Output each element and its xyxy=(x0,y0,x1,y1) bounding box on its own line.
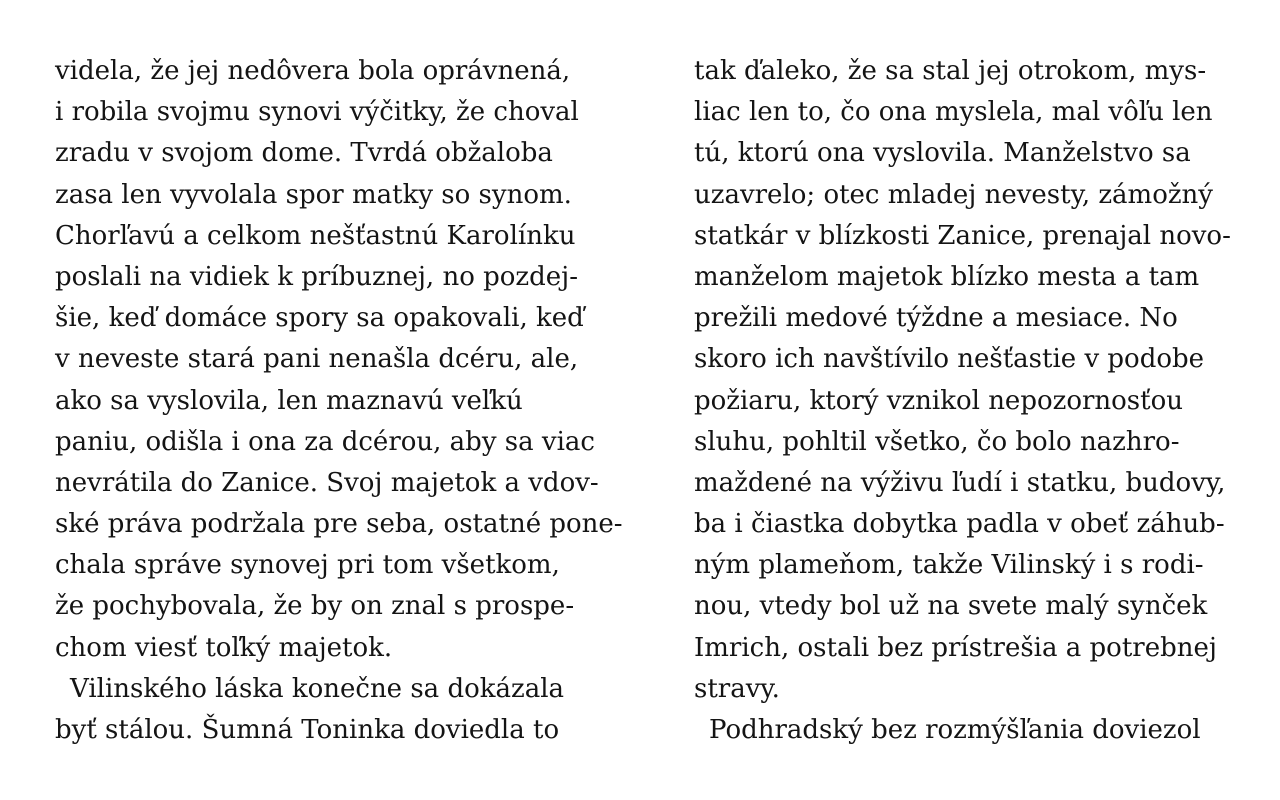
text-line: tú, ktorú ona vyslovila. Manželstvo sa xyxy=(694,138,1191,169)
text-line: požiaru, ktorý vznikol nepozornosťou xyxy=(694,385,1183,416)
text-line: prežili medové týždne a mesiace. No xyxy=(694,303,1178,334)
text-line: tak ďaleko, že sa stal jej otrokom, mys- xyxy=(694,56,1207,86)
text-line: byť stálou. Šumná Toninka doviedla to xyxy=(55,715,560,745)
paragraph-start-line: Vilinského láska konečne sa dokázala xyxy=(70,673,565,704)
text-line: ské práva podržala pre seba, ostatné pone- xyxy=(55,509,623,540)
text-line: liac len to, čo ona myslela, mal vôľu len xyxy=(694,97,1213,128)
text-line: ako sa vyslovila, len maznavú veľkú xyxy=(55,385,523,416)
text-line: sluhu, pohltil všetko, čo bolo nazhro- xyxy=(694,426,1180,457)
text-line: maždené na výživu ľudí i statku, budovy, xyxy=(694,467,1226,498)
text-line: chom viesť toľký majetok. xyxy=(55,632,393,663)
text-line: zasa len vyvolala spor matky so synom. xyxy=(55,179,572,210)
text-line: paniu, odišla i ona za dcérou, aby sa viac xyxy=(55,426,595,457)
text-line: chala správe synovej pri tom všetkom, xyxy=(55,550,560,581)
left-text-column xyxy=(55,51,623,751)
paragraph-start-line: Podhradský bez rozmýšľania doviezol xyxy=(709,715,1201,745)
text-line: nevrátila do Zanice. Svoj majetok a vdov- xyxy=(55,467,599,498)
text-line: zradu v svojom dome. Tvrdá obžaloba xyxy=(55,138,553,169)
text-line: Chorľavú a celkom nešťastnú Karolínku xyxy=(55,220,576,251)
text-line: statkár v blízkosti Zanice, prenajal novo- xyxy=(694,220,1231,251)
text-line: Imrich, ostali bez prístrešia a potrebnej xyxy=(694,632,1217,663)
text-line: v neveste stará pani nenašla dcéru, ale, xyxy=(55,344,579,375)
text-line: videla, že jej nedôvera bola oprávnená, xyxy=(55,56,571,86)
text-line: ba i čiastka dobytka padla v obeť záhub- xyxy=(694,509,1225,540)
text-line: i robila svojmu synovi výčitky, že choval xyxy=(55,97,579,128)
text-line: že pochybovala, že by on znal s prospe- xyxy=(55,591,575,622)
text-line: ným plameňom, takže Vilinský i s rodi- xyxy=(694,550,1204,581)
text-line: skoro ich navštívilo nešťastie v podobe xyxy=(694,344,1205,375)
text-line: šie, keď domáce spory sa opakovali, keď xyxy=(55,303,584,334)
right-text-column xyxy=(694,51,1234,751)
text-line: nou, vtedy bol už na svete malý synček xyxy=(694,591,1208,622)
text-line: stravy. xyxy=(694,673,780,704)
text-line: poslali na vidiek k príbuznej, no pozdej- xyxy=(55,261,578,292)
text-line: uzavrelo; otec mladej nevesty, zámožný xyxy=(694,179,1213,210)
text-line: manželom majetok blízko mesta a tam xyxy=(694,261,1200,292)
